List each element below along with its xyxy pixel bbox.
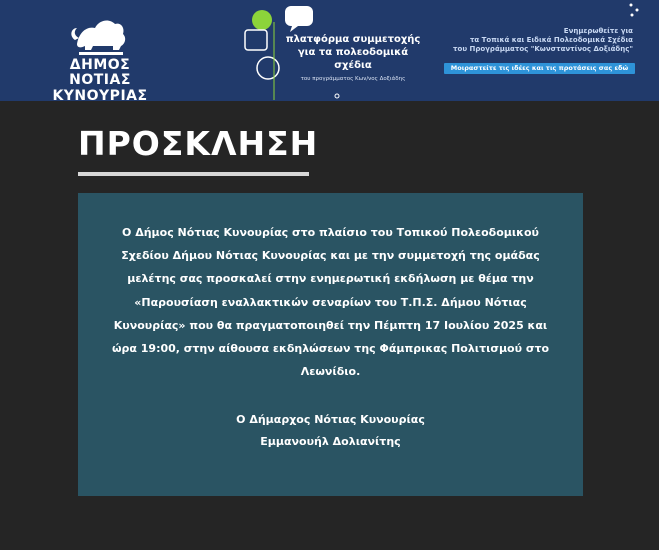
page-title: ΠΡΟΣΚΛΗΣΗ xyxy=(78,124,319,163)
invitation-line: μελέτης σας προσκαλεί στην ενημερωτική εκδήλωση με θέμα την xyxy=(127,272,534,286)
lion-logo-icon xyxy=(65,14,135,56)
info-line3: του Προγράμματος "Κωνσταντίνος Δοξιάδης" xyxy=(453,45,633,53)
invitation-line: Κυνουρίας» που θα πραγματοποιηθεί την Πέμπτη 17 Ιουλίου 2025 και xyxy=(113,318,548,332)
municipality-logo[interactable] xyxy=(30,14,170,104)
invitation-text xyxy=(78,221,583,383)
decorative-dots-icon xyxy=(627,2,641,18)
invitation-line: ώρα 19:00, στην αίθουσα εκδηλώσεων της Φάμπρικας Πολιτισμού στο xyxy=(111,342,550,356)
invitation-line: «Παρουσίαση εναλλακτικών σεναρίων του Τ.Π.Σ. Δήμου Νότιας xyxy=(134,295,527,309)
site-header xyxy=(0,0,659,104)
invitation-line: Σχεδίου Δήμου Νότιας Κυνουρίας και με την συμμετοχή της ομάδας xyxy=(121,249,540,263)
plans-info xyxy=(403,27,633,54)
platform-line3: του προγράμματος Κων/νος Δοξιάδης xyxy=(300,76,406,82)
signature-role: Ο Δήμαρχος Νότιας Κυνουρίας xyxy=(236,413,425,426)
platform-line1: πλατφόρμα συμμετοχής xyxy=(285,34,421,45)
invitation-line: Λεωνίδιο. xyxy=(300,365,361,379)
share-ideas-button[interactable]: Μοιραστείτε τις ιδέες και τις προτάσεις σας εδώ xyxy=(444,63,635,74)
signature-name: Εμμανουήλ Δολιανίτης xyxy=(260,435,401,448)
platform-tagline xyxy=(283,33,423,84)
invitation-panel xyxy=(78,193,583,496)
title-underline xyxy=(78,172,309,176)
info-line1: Ενημερωθείτε για xyxy=(563,27,633,35)
platform-line2: για τα πολεοδομικά σχέδια xyxy=(297,47,409,71)
logo-text-line2: ΝΟΤΙΑΣ ΚΥΝΟΥΡΙΑΣ xyxy=(52,72,148,104)
signature xyxy=(78,409,583,453)
logo-text-line1: ΔΗΜΟΣ xyxy=(69,57,131,73)
info-line2: τα Τοπικά και Ειδικά Πολεοδομικά Σχέδια xyxy=(469,36,633,44)
invitation-line: Ο Δήμος Νότιας Κυνουρίας στο πλαίσιο του Τοπικού Πολεοδομικού xyxy=(122,226,539,239)
